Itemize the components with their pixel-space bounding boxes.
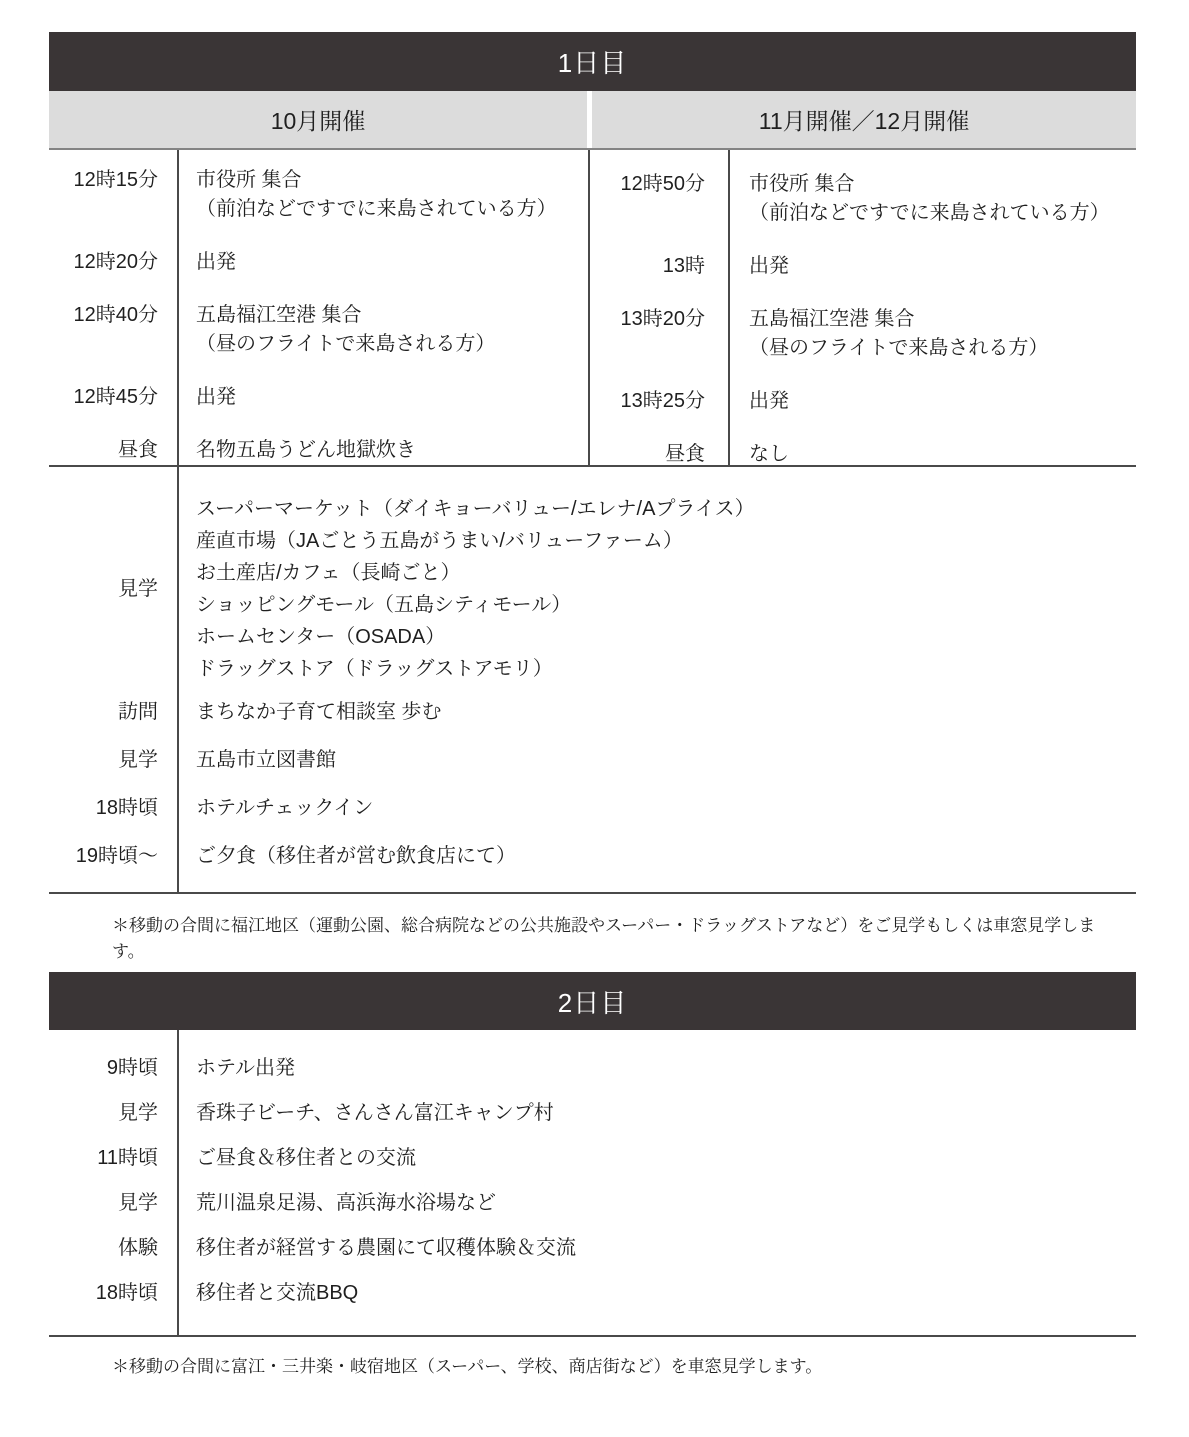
day2-table	[49, 972, 1136, 1337]
activity-line: 市役所 集合	[196, 169, 302, 191]
time-label: 12時50分	[620, 173, 705, 195]
activity-line: 出発	[196, 386, 236, 408]
schedule-row	[592, 170, 1136, 228]
schedule-row	[49, 301, 592, 359]
time-label: 19時頃〜	[75, 845, 158, 867]
day1-title: 1日目	[557, 48, 628, 78]
time-label: 13時	[662, 255, 705, 277]
activity-line: 出発	[196, 251, 236, 273]
category-label: 見学	[118, 749, 158, 771]
day1-right-time-column-divider	[728, 150, 730, 465]
activity-line: 五島福江空港 集合	[749, 308, 915, 330]
activity-line: （前泊などですでに来島されている方）	[196, 198, 557, 220]
time-label: 12時40分	[73, 304, 158, 326]
subheader-october-label: 10月開催	[270, 108, 366, 134]
schedule-row	[49, 1190, 1136, 1216]
time-label: 昼食	[118, 439, 158, 461]
schedule-row	[592, 305, 1136, 363]
schedule-row	[592, 387, 1136, 416]
schedule-row	[49, 1100, 1136, 1126]
activity-description	[178, 493, 755, 685]
day1-departure-section	[49, 150, 1136, 467]
activity-line: 名物五島うどん地獄炊き	[196, 439, 416, 461]
subheader-october	[49, 91, 587, 148]
activity-line: ホームセンター（OSADA）	[196, 626, 446, 648]
day2-header-bar	[49, 972, 1136, 1030]
time-label: 12時15分	[73, 169, 158, 191]
day1-subheader-row	[49, 91, 1136, 150]
activity-description	[729, 387, 789, 416]
activity-line: 移住者が経営する農園にて収穫体験＆交流	[196, 1237, 576, 1259]
day2-title: 2日目	[557, 987, 628, 1018]
activity-description	[178, 697, 442, 727]
activity-line: 荒川温泉足湯、高浜海水浴場など	[196, 1192, 496, 1214]
activity-line: スーパーマーケット（ダイキョーバリュー/エレナ/Aプライス）	[196, 498, 755, 520]
activity-description	[178, 436, 416, 465]
activity-description	[729, 252, 789, 281]
category-label: 見学	[118, 1192, 158, 1214]
activity-description	[729, 440, 789, 467]
subheader-nov-dec	[592, 91, 1136, 148]
schedule-row	[592, 252, 1136, 281]
day1-center-column-divider	[588, 150, 590, 465]
activity-description	[178, 1055, 295, 1081]
activity-line: （昼のフライトで来島される方）	[749, 337, 1049, 359]
time-label: 12時45分	[73, 386, 158, 408]
schedule-row	[49, 248, 592, 277]
category-label: 見学	[118, 578, 158, 600]
schedule-row	[49, 1055, 1136, 1081]
subheader-nov-dec-label: 11月開催／12月開催	[758, 108, 970, 134]
october-column	[49, 150, 592, 465]
schedule-row	[49, 1145, 1136, 1171]
activity-line: 五島福江空港 集合	[196, 304, 362, 326]
activity-line: （昼のフライトで来島される方）	[196, 333, 496, 355]
activity-line: なし	[749, 443, 789, 465]
time-label: 18時頃	[95, 1282, 158, 1304]
day1-table	[49, 32, 1136, 894]
activity-description	[178, 248, 236, 277]
schedule-row	[592, 440, 1136, 467]
time-label: 9時頃	[106, 1057, 158, 1079]
activity-description	[178, 793, 373, 823]
time-label: 13時20分	[620, 308, 705, 330]
activity-line: 市役所 集合	[749, 173, 855, 195]
activity-line: まちなか子育て相談室 歩む	[196, 701, 442, 723]
schedule-row	[49, 841, 1136, 871]
day2-time-column-divider	[177, 1030, 179, 1335]
schedule-row	[49, 383, 592, 412]
activity-line: （前泊などですでに来島されている方）	[749, 202, 1110, 224]
schedule-row	[49, 436, 592, 465]
day1-shared-section	[49, 467, 1136, 894]
day1-time-column-divider	[177, 150, 179, 892]
activity-description	[178, 166, 557, 224]
activity-description	[178, 1145, 416, 1171]
category-label: 訪問	[118, 701, 158, 723]
activity-line: 出発	[749, 390, 789, 412]
activity-line: お土産店/カフェ（長崎ごと）	[196, 562, 461, 584]
time-label: 18時頃	[95, 797, 158, 819]
activity-description	[178, 1100, 554, 1126]
activity-line: 移住者と交流BBQ	[196, 1282, 359, 1304]
day2-schedule-section	[49, 1030, 1136, 1337]
day2-footnote: ＊移動の合間に富江・三井楽・岐宿地区（スーパー、学校、商店街など）を車窓見学します。	[112, 1357, 823, 1376]
activity-description	[178, 301, 495, 359]
activity-line: ホテル出発	[196, 1057, 295, 1079]
activity-description	[178, 1190, 496, 1216]
category-label: 体験	[118, 1237, 158, 1259]
activity-description	[729, 170, 1110, 228]
schedule-row	[49, 166, 592, 224]
schedule-row	[49, 1280, 1136, 1306]
schedule-row	[49, 697, 1136, 727]
time-label: 12時20分	[73, 251, 158, 273]
activity-line: ドラッグストア（ドラッグストアモリ）	[196, 658, 553, 680]
activity-description	[178, 841, 516, 871]
schedule-row	[49, 493, 1136, 685]
time-label: 11時頃	[97, 1147, 158, 1169]
schedule-row	[49, 745, 1136, 775]
day1-footnote: ＊移動の合間に福江地区（運動公園、総合病院などの公共施設やスーパー・ドラッグストアなど）をご見学もしくは車窓見学します。	[112, 916, 1096, 961]
time-label: 昼食	[665, 443, 705, 465]
schedule-row	[49, 793, 1136, 823]
nov-dec-column	[592, 150, 1136, 465]
category-label: 見学	[118, 1102, 158, 1124]
activity-line: ご夕食（移住者が営む飲食店にて）	[196, 845, 516, 867]
activity-description	[178, 1235, 576, 1261]
activity-description	[178, 745, 336, 775]
activity-description	[178, 383, 236, 412]
time-label: 13時25分	[620, 390, 705, 412]
day1-header-bar	[49, 32, 1136, 91]
activity-line: 五島市立図書館	[196, 749, 336, 771]
activity-line: 出発	[749, 255, 789, 277]
activity-line: 香珠子ビーチ、さんさん富江キャンプ村	[196, 1102, 554, 1124]
activity-description	[178, 1280, 358, 1306]
schedule-row	[49, 1235, 1136, 1261]
activity-line: ショッピングモール（五島シティモール）	[196, 594, 572, 616]
activity-line: ホテルチェックイン	[196, 797, 374, 819]
activity-line: ご昼食＆移住者との交流	[196, 1147, 416, 1169]
activity-description	[729, 305, 1048, 363]
activity-line: 産直市場（JAごとう五島がうまい/バリューファーム）	[196, 530, 683, 552]
